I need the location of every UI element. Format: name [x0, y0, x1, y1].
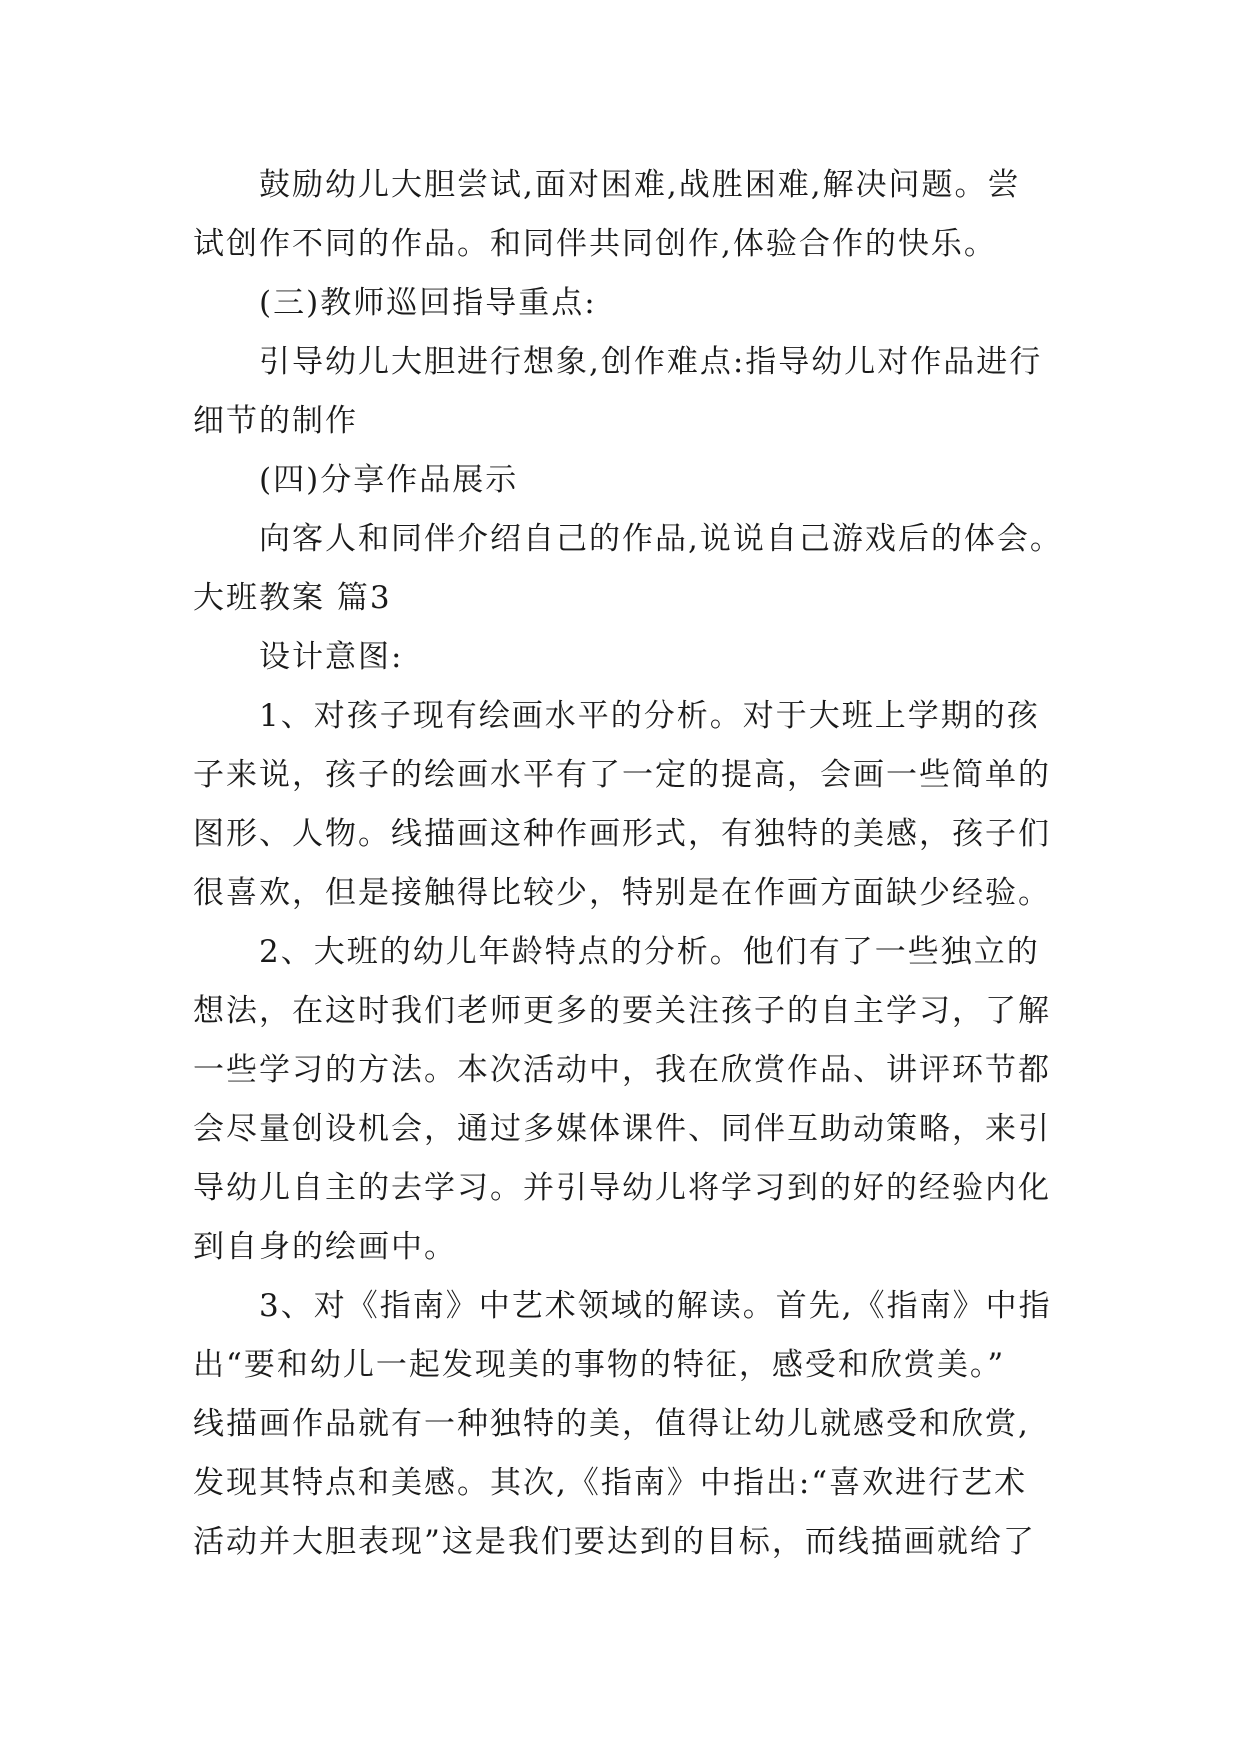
text-line: 活动并大胆表现”这是我们要达到的目标，而线描画就给了: [193, 1524, 1036, 1560]
text-line: 想法，在这时我们老师更多的要关注孩子的自主学习，了解: [193, 993, 1051, 1029]
text-line: (四)分享作品展示: [259, 462, 519, 498]
body-paragraph: [193, 923, 1063, 1277]
text-line: 引导幼儿大胆进行想象,创作难点:指导幼儿对作品进行: [259, 344, 1043, 380]
text-line: 2、大班的幼儿年龄特点的分析。他们有了一些独立的: [259, 934, 1040, 970]
text-line: (三)教师巡回指导重点:: [259, 285, 597, 321]
text-line: 发现其特点和美感。其次,《指南》中指出:“喜欢进行艺术: [193, 1465, 1028, 1501]
text-line: 一些学习的方法。本次活动中，我在欣赏作品、讲评环节都: [193, 1052, 1051, 1088]
body-paragraph: [193, 156, 1063, 274]
body-paragraph: [193, 687, 1063, 923]
text-line: 图形、人物。线描画这种作画形式，有独特的美感，孩子们: [193, 816, 1051, 852]
section-heading: [193, 569, 1063, 628]
text-line: 细节的制作: [193, 403, 358, 439]
body-paragraph: [193, 333, 1063, 451]
text-line: 子来说，孩子的绘画水平有了一定的提高，会画一些简单的: [193, 757, 1051, 793]
text-line: 1、对孩子现有绘画水平的分析。对于大班上学期的孩: [259, 698, 1040, 734]
text-line: 3、对《指南》中艺术领域的解读。首先,《指南》中指: [259, 1288, 1052, 1324]
text-line: 设计意图:: [259, 639, 404, 675]
text-line: 出“要和幼儿一起发现美的事物的特征，感受和欣赏美。”: [193, 1347, 1006, 1383]
text-line: 试创作不同的作品。和同伴共同创作,体验合作的快乐。: [193, 226, 997, 262]
body-paragraph: [193, 274, 1063, 333]
body-paragraph: [193, 1277, 1063, 1572]
text-line: 线描画作品就有一种独特的美，值得让幼儿就感受和欣赏,: [193, 1406, 1030, 1442]
body-paragraph: [193, 451, 1063, 510]
text-line: 向客人和同伴介绍自己的作品,说说自己游戏后的体会。: [259, 521, 1063, 557]
text-line: 会尽量创设机会，通过多媒体课件、同伴互助动策略，来引: [193, 1111, 1051, 1147]
body-paragraph: [193, 628, 1063, 687]
document-body: [193, 156, 1063, 1572]
text-line: 大班教案 篇3: [193, 580, 392, 616]
text-line: 鼓励幼儿大胆尝试,面对困难,战胜困难,解决问题。尝: [259, 167, 1021, 203]
text-line: 很喜欢，但是接触得比较少，特别是在作画方面缺少经验。: [193, 875, 1051, 911]
text-line: 导幼儿自主的去学习。并引导幼儿将学习到的好的经验内化: [193, 1170, 1051, 1206]
body-paragraph: [193, 510, 1063, 569]
text-line: 到自身的绘画中。: [193, 1229, 457, 1265]
